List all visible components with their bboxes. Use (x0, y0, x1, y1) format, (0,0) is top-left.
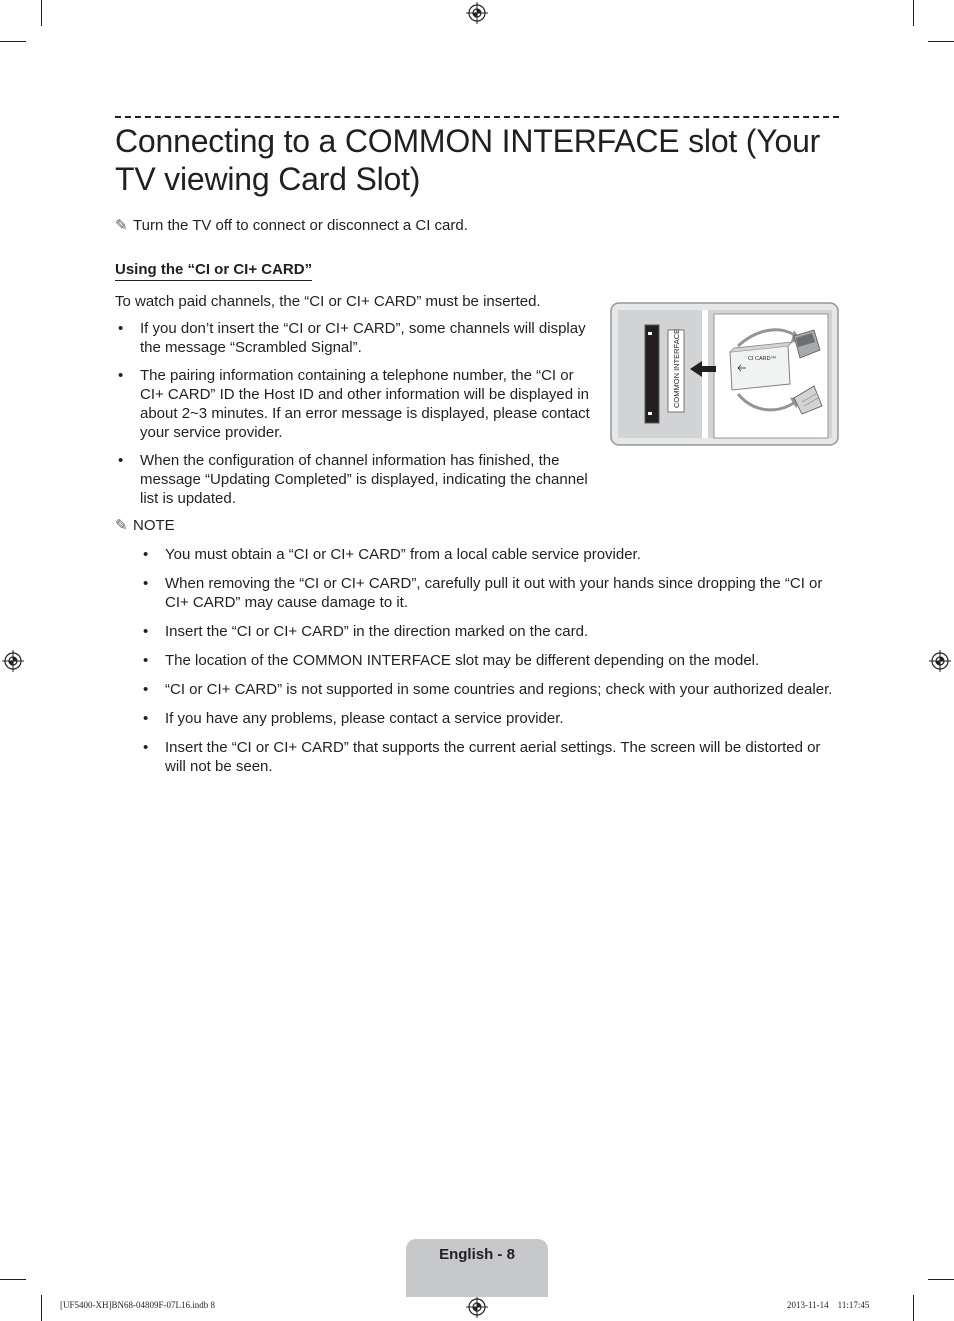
crop-mark (41, 1295, 42, 1321)
pencil-note-icon: ✎ (115, 517, 128, 534)
crop-mark (928, 41, 954, 42)
crop-mark (913, 0, 914, 26)
list-item: • Insert the “CI or CI+ CARD” that supports the current aerial settings. The screen will be distorted or will not be seen. (140, 738, 845, 776)
intro-note-text: Turn the TV off to connect or disconnect a CI card. (133, 217, 468, 234)
list-item: • You must obtain a “CI or CI+ CARD” from a local cable service provider. (140, 545, 845, 564)
slot-label: COMMON INTERFACE (672, 328, 681, 408)
page-title: Connecting to a COMMON INTERFACE slot (Your TV viewing Card Slot) (115, 123, 821, 197)
list-item: • When removing the “CI or CI+ CARD”, carefully pull it out with your hands since dropping the “CI or CI+ CARD” may cause damage to it. (140, 574, 845, 612)
crop-mark (41, 0, 42, 26)
registration-mark-icon (466, 1296, 488, 1318)
list-item: • When the configuration of channel information has finished, the message “Updating Completed” is displayed, indicating the channel list is updated. (115, 451, 595, 508)
crop-mark (0, 41, 26, 42)
footer-timestamp: 2013-11-14 11:17:45 (787, 1300, 870, 1310)
pencil-note-icon: ✎ (115, 217, 128, 234)
list-item: • If you have any problems, please contact a service provider. (140, 709, 845, 728)
list-item: • If you don’t insert the “CI or CI+ CARD”, some channels will display the message “Scrambled Signal”. (115, 319, 595, 357)
section-intro: To watch paid channels, the “CI or CI+ CARD” must be inserted. (115, 293, 541, 310)
card-label: CI CARD™ (748, 356, 777, 362)
page-number: English - 8 (439, 1246, 515, 1263)
list-item: • Insert the “CI or CI+ CARD” in the direction marked on the card. (140, 622, 845, 641)
list-item: • The location of the COMMON INTERFACE slot may be different depending on the model. (140, 651, 845, 670)
registration-mark-icon (466, 2, 488, 24)
note-heading-text: NOTE (133, 517, 175, 534)
list-item: • The pairing information containing a telephone number, the “CI or CI+ CARD” ID the Host ID and other information will be displayed in about 2~3 minutes. If an error message is displayed, please contact your service provider. (115, 366, 595, 442)
registration-mark-icon (929, 650, 951, 672)
crop-mark (0, 1279, 26, 1280)
note-list (140, 545, 845, 776)
intro-note (115, 216, 468, 235)
registration-mark-icon (2, 650, 24, 672)
crop-mark (913, 1295, 914, 1321)
note-heading (115, 516, 175, 535)
section-heading: Using the “CI or CI+ CARD” (115, 260, 312, 281)
list-item: • “CI or CI+ CARD” is not supported in some countries and regions; check with your authorized dealer. (140, 680, 845, 699)
crop-mark (928, 1279, 954, 1280)
ci-card-diagram (610, 302, 839, 446)
bullet-list (115, 319, 595, 508)
title-dashed-rule (115, 116, 839, 118)
footer-file-slug: [UF5400-XH]BN68-04809F-07L16.indb 8 (60, 1300, 215, 1310)
